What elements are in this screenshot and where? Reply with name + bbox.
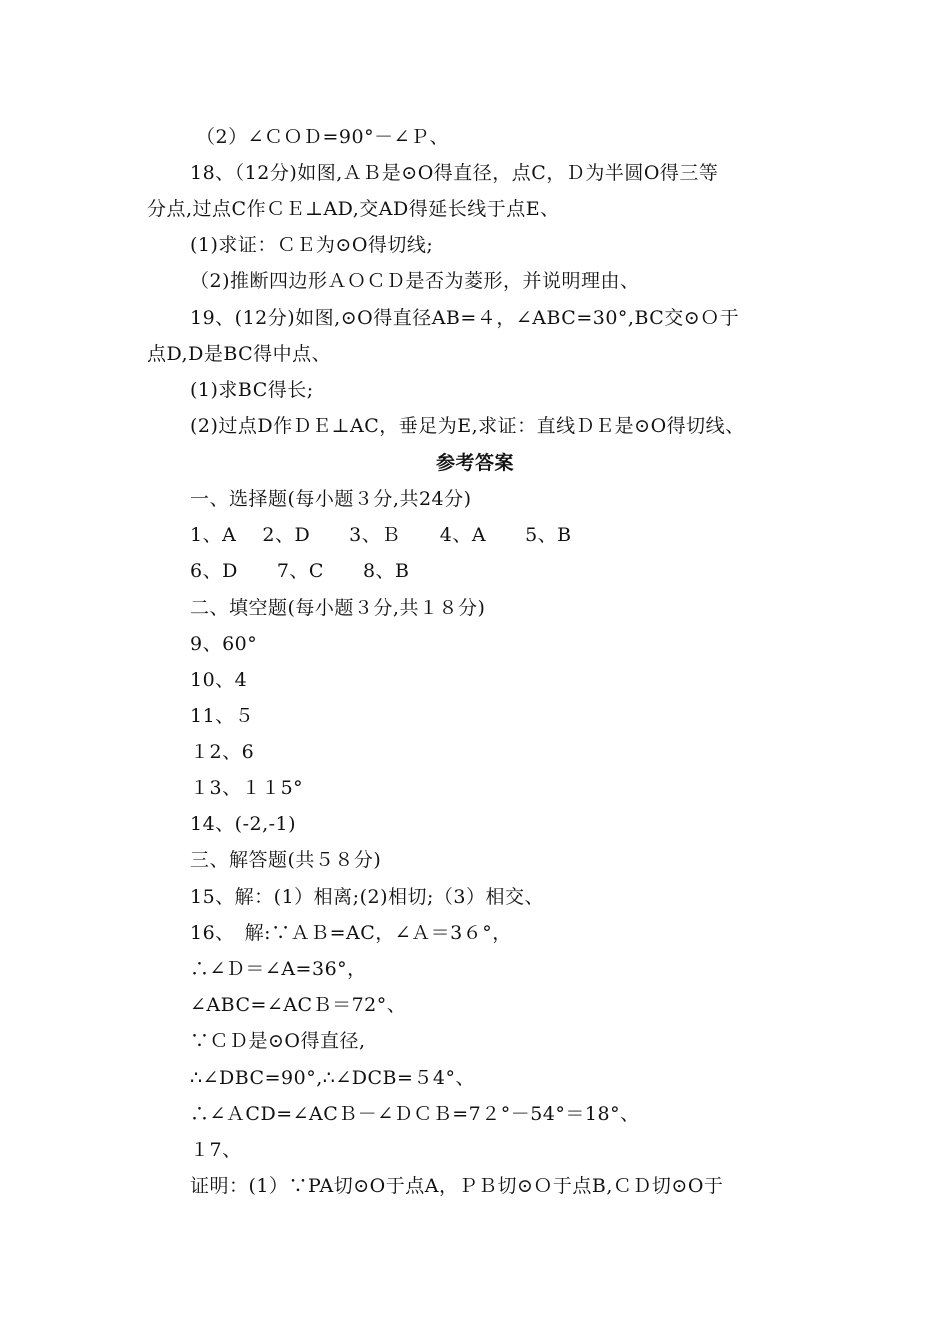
text-line: （2）∠ＣＯＤ=90°－∠Ｐ、: [196, 126, 450, 148]
section-3-heading: 三、解答题(共５８分): [190, 849, 382, 871]
answers-1-5: 1、A 2、D 3、Ｂ 4、A 5、B: [190, 524, 572, 546]
section-1-heading: 一、选择题(每小题３分,共24分): [190, 488, 472, 510]
answer-16-line-6: ∴∠ＡCD=∠ACＢ－∠ＤＣＢ=7２°－54°＝18°、: [190, 1103, 640, 1125]
answer-key-heading: 参考答案: [435, 452, 514, 474]
answer-16-line-1: 16、 解:∵ＡＢ=AC，∠Ａ＝3６°，: [190, 922, 512, 944]
question-19-part-2: (2)过点D作ＤＥ⊥AC，垂足为E,求证：直线ＤＥ是⊙O得切线、: [190, 415, 745, 437]
answer-16-line-5: ∴∠DBC=90°,∴∠DCB=５4°、: [190, 1067, 475, 1089]
answer-12: １2、6: [190, 741, 255, 763]
question-19-part-1: (1)求BC得长;: [190, 379, 314, 401]
answer-16-line-2: ∴∠Ｄ＝∠A=36°，: [190, 958, 367, 980]
question-18-part-2: （2)推断四边形ＡＯＣＤ是否为菱形，并说明理由、: [190, 270, 640, 292]
answer-11: 11、５: [190, 705, 255, 727]
answer-9: 9、60°: [190, 633, 258, 655]
question-18-part-1: (1)求证：ＣＥ为⊙O得切线;: [190, 234, 434, 256]
answers-6-8: 6、D 7、C 8、B: [190, 560, 410, 582]
answer-16-line-4: ∵ＣＤ是⊙O得直径,: [190, 1030, 366, 1052]
question-19-line-1: 19、(12分)如图,⊙O得直径AB=４，∠ABC=30°,BC交⊙Ｏ于: [190, 307, 740, 329]
answer-16-line-3: ∠ABC=∠ACＢ＝72°、: [190, 994, 407, 1016]
answer-14: 14、(-2,-1): [190, 813, 297, 835]
answer-17-heading: １7、: [190, 1139, 242, 1161]
question-18-line-2: 分点,过点C作ＣＥ⊥AD,交AD得延长线于点E、: [147, 198, 560, 220]
question-18-line-1: 18、（12分)如图,ＡＢ是⊙O得直径，点C，Ｄ为半圆O得三等: [190, 162, 719, 184]
question-19-line-2: 点D,D是BC得中点、: [147, 343, 332, 365]
answer-10: 10、4: [190, 669, 248, 691]
answer-15: 15、解：(1）相离;(2)相切;（3）相交、: [190, 886, 544, 908]
answer-17-line-1: 证明：(1）∵PA切⊙O于点A，ＰＢ切⊙Ｏ于点B,ＣＤ切⊙O于: [190, 1175, 724, 1197]
section-2-heading: 二、填空题(每小题３分,共１８分): [190, 597, 486, 619]
answer-13: １3、１１5°: [190, 777, 304, 799]
